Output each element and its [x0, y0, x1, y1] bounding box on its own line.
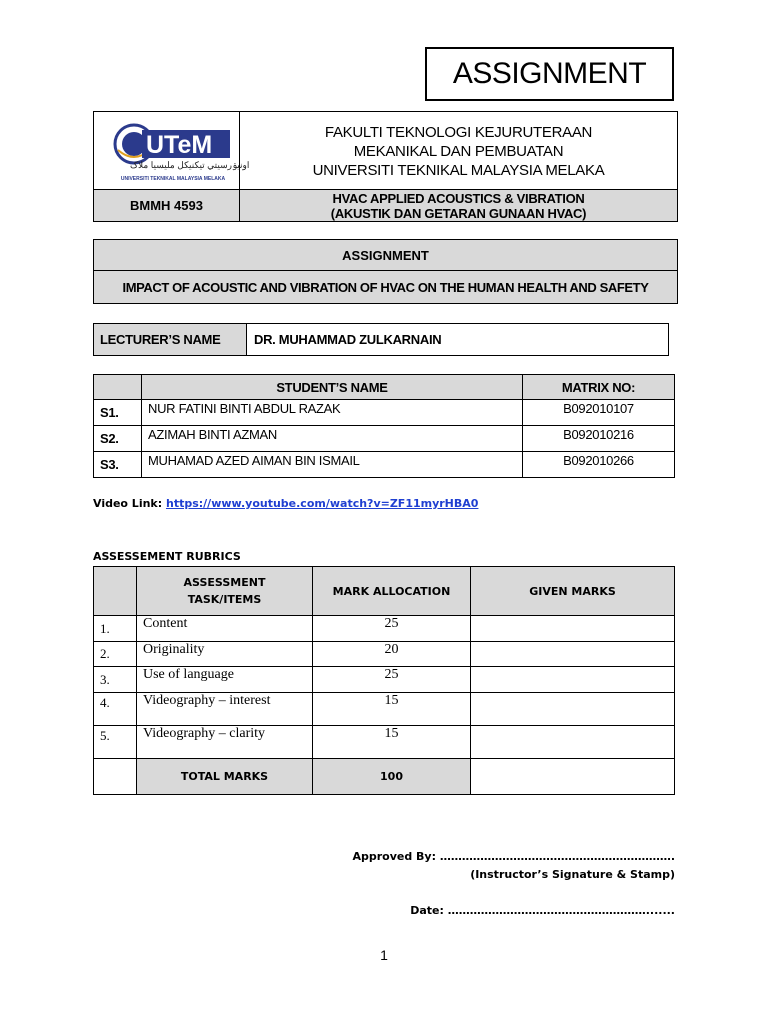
faculty-cell — [240, 112, 677, 190]
lecturer-label: LECTURER’S NAME — [100, 332, 221, 347]
student-name: NUR FATINI BINTI ABDUL RAZAK — [142, 400, 523, 426]
institution-header — [93, 111, 678, 222]
rubric-no: 5. — [94, 726, 137, 759]
students-header-row — [94, 375, 675, 400]
lecturer-block — [93, 323, 669, 356]
course-name-cell — [240, 190, 677, 221]
table-row — [94, 726, 675, 759]
rubrics-table — [93, 566, 675, 795]
rubric-task: Content — [137, 616, 313, 642]
assignment-stamp — [425, 47, 674, 101]
rubrics-header-task: ASSESSMENT TASK/ITEMS — [137, 567, 313, 616]
rubric-given — [471, 693, 675, 726]
lecturer-name-cell — [247, 324, 668, 355]
course-name-en: HVAC APPLIED ACOUSTICS & VIBRATION — [332, 191, 585, 206]
student-name: AZIMAH BINTI AZMAN — [142, 426, 523, 452]
assignment-title-block — [93, 239, 678, 304]
rubric-mark: 20 — [313, 642, 471, 667]
rubrics-header-no — [94, 567, 137, 616]
lecturer-name: DR. MUHAMMAD ZULKARNAIN — [254, 332, 442, 347]
student-name: MUHAMAD AZED AIMAN BIN ISMAIL — [142, 452, 523, 478]
student-id: S3. — [94, 452, 142, 478]
rubrics-header-given: GIVEN MARKS — [471, 567, 675, 616]
signature-note: (Instructor’s Signature & Stamp) — [470, 868, 675, 881]
logo-caption: UNIVERSITI TEKNIKAL MALAYSIA MELAKA — [120, 176, 226, 182]
table-row — [94, 667, 675, 693]
approved-by-line: Approved By: ………………………………………………………. — [352, 850, 675, 863]
rubrics-total-label: TOTAL MARKS — [137, 759, 313, 795]
rubric-task: Originality — [137, 642, 313, 667]
video-link-label: Video Link: — [93, 497, 163, 510]
table-row — [94, 642, 675, 667]
university-name: UNIVERSITI TEKNIKAL MALAYSIA MELAKA — [312, 162, 605, 179]
rubrics-total-row — [94, 759, 675, 795]
rubric-given — [471, 667, 675, 693]
rubric-given — [471, 726, 675, 759]
students-header-matrix: MATRIX NO: — [523, 375, 675, 400]
rubrics-heading: ASSESSEMENT RUBRICS — [93, 550, 241, 563]
logo-jawi-text: اونيۏرسيتي تيكنيکل مليسيا ملاک — [130, 160, 250, 170]
rubric-mark: 25 — [313, 667, 471, 693]
rubric-no: 4. — [94, 693, 137, 726]
table-row — [94, 452, 675, 478]
student-id: S2. — [94, 426, 142, 452]
rubric-task: Use of language — [137, 667, 313, 693]
course-name-ms: (AKUSTIK DAN GETARAN GUNAAN HVAC) — [330, 206, 587, 221]
page-number: 1 — [380, 947, 388, 963]
rubrics-total-given — [471, 759, 675, 795]
rubrics-header-mark: MARK ALLOCATION — [313, 567, 471, 616]
logo-wordmark: UTeM — [146, 131, 213, 159]
faculty-line-1: FAKULTI TEKNOLOGI KEJURUTERAAN — [324, 124, 593, 141]
students-header-name: STUDENT’S NAME — [142, 375, 523, 400]
rubric-mark: 15 — [313, 693, 471, 726]
assignment-title-cell — [94, 271, 677, 303]
assignment-stamp-text: ASSIGNMENT — [452, 57, 647, 90]
rubric-given — [471, 616, 675, 642]
student-matrix: B092010107 — [523, 400, 675, 426]
rubric-mark: 15 — [313, 726, 471, 759]
rubric-task: Videography – clarity — [137, 726, 313, 759]
logo-cell — [94, 112, 250, 190]
faculty-line-2: MEKANIKAL DAN PEMBUATAN — [353, 143, 564, 160]
rubric-given — [471, 642, 675, 667]
rubric-no: 1. — [94, 616, 137, 642]
table-row — [94, 426, 675, 452]
rubric-mark: 25 — [313, 616, 471, 642]
table-row — [94, 616, 675, 642]
rubric-task: Videography – interest — [137, 693, 313, 726]
student-id: S1. — [94, 400, 142, 426]
table-row — [94, 693, 675, 726]
rubrics-total-blank — [94, 759, 137, 795]
assignment-title: IMPACT OF ACOUSTIC AND VIBRATION OF HVAC ON THE HUMAN HEALTH AND SAFETY — [122, 279, 649, 295]
rubrics-header-row — [94, 567, 675, 616]
student-matrix: B092010216 — [523, 426, 675, 452]
course-code-cell — [94, 190, 240, 221]
video-link-line — [93, 497, 478, 510]
course-code: BMMH 4593 — [130, 198, 203, 213]
rubric-no: 2. — [94, 642, 137, 667]
table-row — [94, 400, 675, 426]
lecturer-label-cell — [94, 324, 247, 355]
assignment-label: ASSIGNMENT — [342, 247, 429, 263]
date-line: Date: ………………………………………………....... — [410, 904, 675, 917]
assignment-label-cell — [94, 240, 677, 271]
video-link[interactable]: https://www.youtube.com/watch?v=ZF11myrHBA0 — [165, 497, 479, 510]
rubrics-total-value: 100 — [313, 759, 471, 795]
students-header-id — [94, 375, 142, 400]
rubric-no: 3. — [94, 667, 137, 693]
student-matrix: B092010266 — [523, 452, 675, 478]
students-table — [93, 374, 675, 478]
